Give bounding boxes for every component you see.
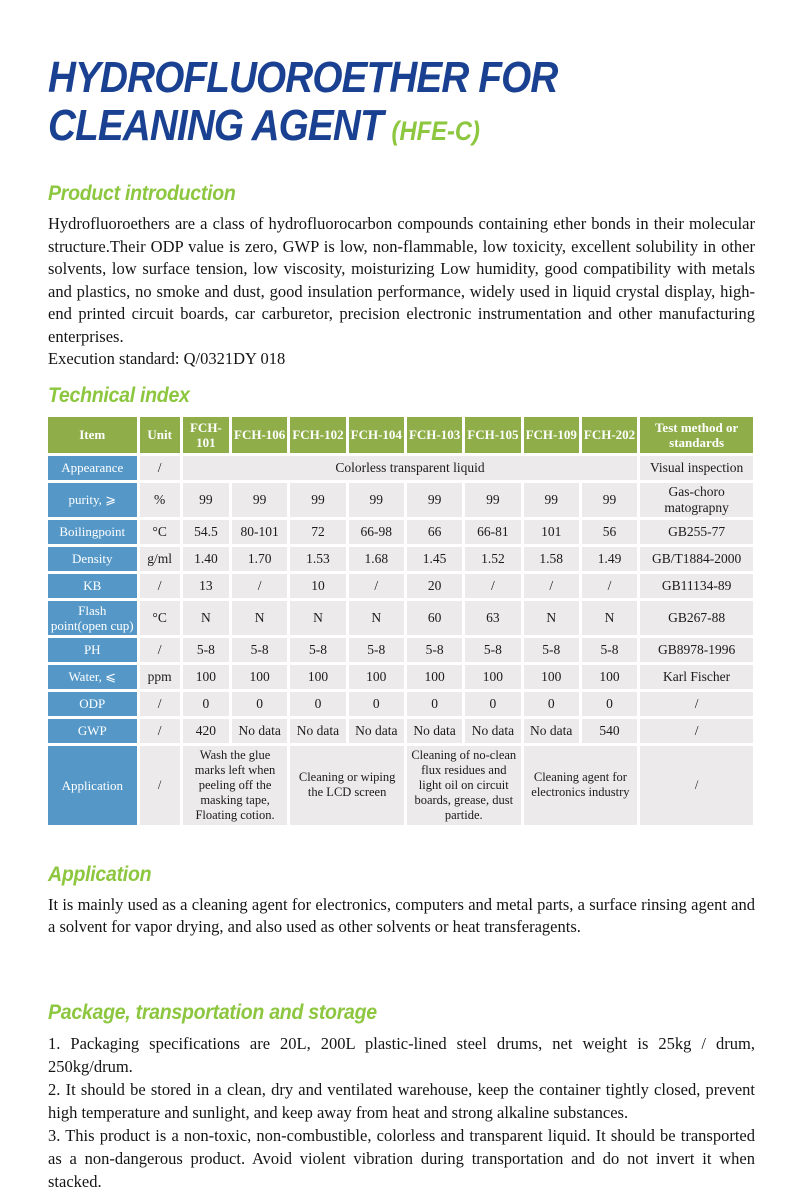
row-label-cell: Application: [48, 746, 137, 825]
table-cell: 63: [465, 601, 520, 635]
row-label-cell: purity, ⩾: [48, 483, 137, 517]
table-row: [48, 574, 753, 598]
table-cell: 66: [407, 520, 462, 544]
table-cell: 100: [232, 665, 287, 689]
table-cell: 5-8: [582, 638, 637, 662]
table-row: [48, 601, 753, 635]
table-header-fch-106: FCH-106: [232, 417, 287, 453]
table-cell: /: [140, 638, 180, 662]
table-cell: 0: [582, 692, 637, 716]
table-row: [48, 547, 753, 571]
table-cell: N: [232, 601, 287, 635]
table-row: [48, 746, 753, 825]
table-cell: N: [290, 601, 345, 635]
table-cell: 99: [232, 483, 287, 517]
row-label-cell: PH: [48, 638, 137, 662]
table-cell: No data: [465, 719, 520, 743]
row-label-cell: Water, ⩽: [48, 665, 137, 689]
table-cell: 1.40: [183, 547, 229, 571]
table-cell: 100: [524, 665, 579, 689]
table-cell: 0: [183, 692, 229, 716]
table-cell: 10: [290, 574, 345, 598]
table-cell: 99: [407, 483, 462, 517]
row-label-cell: Boilingpoint: [48, 520, 137, 544]
table-header-fch-109: FCH-109: [524, 417, 579, 453]
table-header-fch-202: FCH-202: [582, 417, 637, 453]
table-cell: 5-8: [232, 638, 287, 662]
product-introduction-paragraph: Hydrofluoroethers are a class of hydrofluorocarbon compounds containing ether bonds in their molecular structure.Their ODP value is zero, GWP is low, non-flammable, low toxicity, excellent solubility in other solvents, low surface tension, low viscosity, moisturizing Low humidity, good compatibility with metals and plastics, no smoke and dust, good insulation performance, widely used in liquid crystal display, high-end printed circuit boards, car carburetor, precision electronic instrumentation and other manufacturing enterprises.: [48, 214, 755, 346]
table-cell: 99: [349, 483, 404, 517]
table-header-row: [48, 417, 753, 453]
table-cell: /: [640, 692, 753, 716]
table-cell: 5-8: [465, 638, 520, 662]
table-cell: °C: [140, 520, 180, 544]
heading-product-introduction: Product introduction: [48, 182, 236, 205]
row-label-cell: Appearance: [48, 456, 137, 480]
table-cell: 0: [407, 692, 462, 716]
table-cell: 60: [407, 601, 462, 635]
table-cell: N: [524, 601, 579, 635]
table-cell: GB11134-89: [640, 574, 753, 598]
table-cell: 1.58: [524, 547, 579, 571]
table-cell: 99: [524, 483, 579, 517]
title-line-2: [48, 102, 670, 155]
table-cell: Visual inspection: [640, 456, 753, 480]
table-cell: 0: [349, 692, 404, 716]
table-cell: 56: [582, 520, 637, 544]
table-cell: 5-8: [407, 638, 462, 662]
table-cell: %: [140, 483, 180, 517]
table-header-fch-103: FCH-103: [407, 417, 462, 453]
package-item: 1. Packaging specifications are 20L, 200L plastic-lined steel drums, net weight is 25kg / drum, 250kg/drum.: [48, 1033, 755, 1076]
table-cell: 5-8: [524, 638, 579, 662]
row-label-cell: GWP: [48, 719, 137, 743]
table-cell: GB8978-1996: [640, 638, 753, 662]
package-item: 2. It should be stored in a clean, dry and ventilated warehouse, keep the container tightly closed, prevent high temperature and sunlight, and keep away from heat and strong alkaline substances.: [48, 1079, 755, 1122]
table-cell: 101: [524, 520, 579, 544]
table-cell: No data: [290, 719, 345, 743]
package-item: 3. This product is a non-toxic, non-combustible, colorless and transparent liquid. It should be transported as a non-dangerous product. Avoid violent vibration during transportation and do not invert it when stacked.: [48, 1125, 755, 1191]
table-cell: /: [582, 574, 637, 598]
title-suffix: (HFE-C): [391, 116, 480, 146]
table-cell: 54.5: [183, 520, 229, 544]
technical-index-table: [45, 414, 756, 828]
execution-standard-line: Execution standard: Q/0321DY 018: [48, 349, 286, 368]
table-cell: 72: [290, 520, 345, 544]
table-header-fch-101: FCH-101: [183, 417, 229, 453]
table-cell: /: [232, 574, 287, 598]
table-row: [48, 456, 753, 480]
table-cell: Cleaning or wiping the LCD screen: [290, 746, 404, 825]
table-cell: Colorless transparent liquid: [183, 456, 637, 480]
application-paragraph: It is mainly used as a cleaning agent for electronics, computers and metal parts, a surface rinsing agent and a solvent for vapor drying, and also used as other solvents or heat transferagents.: [48, 894, 755, 936]
table-cell: No data: [524, 719, 579, 743]
table-cell: /: [140, 719, 180, 743]
heading-application: Application: [48, 862, 152, 886]
table-cell: 100: [407, 665, 462, 689]
table-cell: 0: [290, 692, 345, 716]
table-cell: 1.70: [232, 547, 287, 571]
table-cell: Karl Fischer: [640, 665, 753, 689]
heading-package-transport-storage: Package, transportation and storage: [48, 1000, 377, 1024]
table-cell: 99: [582, 483, 637, 517]
table-cell: ppm: [140, 665, 180, 689]
row-label-cell: KB: [48, 574, 137, 598]
table-cell: /: [465, 574, 520, 598]
table-cell: 1.68: [349, 547, 404, 571]
table-cell: N: [582, 601, 637, 635]
table-cell: GB/T1884-2000: [640, 547, 753, 571]
table-cell: 1.53: [290, 547, 345, 571]
table-header-unit: Unit: [140, 417, 180, 453]
table-cell: °C: [140, 601, 180, 635]
table-cell: 100: [465, 665, 520, 689]
table-header-test-method-or-standards: Test method or standards: [640, 417, 753, 453]
package-list: [48, 1032, 755, 1193]
table-cell: 20: [407, 574, 462, 598]
table-cell: 540: [582, 719, 637, 743]
table-cell: /: [349, 574, 404, 598]
table-cell: No data: [232, 719, 287, 743]
table-cell: 1.49: [582, 547, 637, 571]
table-cell: GB267-88: [640, 601, 753, 635]
table-header-fch-102: FCH-102: [290, 417, 345, 453]
table-cell: /: [524, 574, 579, 598]
title-line-1: HYDROFLUOROETHER FOR: [48, 53, 558, 102]
table-cell: 66-98: [349, 520, 404, 544]
table-cell: 100: [349, 665, 404, 689]
table-cell: N: [183, 601, 229, 635]
table-header-fch-105: FCH-105: [465, 417, 520, 453]
table-cell: 99: [183, 483, 229, 517]
table-cell: 0: [524, 692, 579, 716]
table-cell: /: [140, 746, 180, 825]
table-cell: Cleaning of no-clean flux residues and light oil on circuit boards, grease, dust partide.: [407, 746, 521, 825]
table-cell: /: [640, 719, 753, 743]
table-row: [48, 665, 753, 689]
table-row: [48, 719, 753, 743]
table-cell: Wash the glue marks left when peeling off the masking tape, Floating cotion.: [183, 746, 288, 825]
table-cell: 100: [582, 665, 637, 689]
table-cell: Gas-choro matograpny: [640, 483, 753, 517]
table-header-item: Item: [48, 417, 137, 453]
table-cell: 5-8: [349, 638, 404, 662]
table-cell: No data: [349, 719, 404, 743]
document-page: [0, 54, 800, 1193]
table-cell: 5-8: [290, 638, 345, 662]
table-cell: /: [640, 746, 753, 825]
table-row: [48, 692, 753, 716]
row-label-cell: Flash point(open cup): [48, 601, 137, 635]
table-cell: No data: [407, 719, 462, 743]
table-cell: /: [140, 456, 180, 480]
table-cell: N: [349, 601, 404, 635]
table-cell: g/ml: [140, 547, 180, 571]
table-cell: 100: [183, 665, 229, 689]
table-cell: 5-8: [183, 638, 229, 662]
table-cell: 13: [183, 574, 229, 598]
table-cell: /: [140, 692, 180, 716]
table-cell: 99: [465, 483, 520, 517]
table-cell: /: [140, 574, 180, 598]
table-row: [48, 483, 753, 517]
title-line-2-text: CLEANING AGENT: [48, 101, 383, 150]
table-row: [48, 520, 753, 544]
table-cell: Cleaning agent for electronics industry: [524, 746, 638, 825]
row-label-cell: ODP: [48, 692, 137, 716]
heading-technical-index: Technical index: [48, 383, 190, 407]
table-cell: 80-101: [232, 520, 287, 544]
table-cell: 99: [290, 483, 345, 517]
table-cell: 66-81: [465, 520, 520, 544]
table-cell: 1.45: [407, 547, 462, 571]
table-cell: 420: [183, 719, 229, 743]
table-cell: 1.52: [465, 547, 520, 571]
table-header-fch-104: FCH-104: [349, 417, 404, 453]
table-cell: GB255-77: [640, 520, 753, 544]
row-label-cell: Density: [48, 547, 137, 571]
table-cell: 0: [465, 692, 520, 716]
table-cell: 0: [232, 692, 287, 716]
table-cell: 100: [290, 665, 345, 689]
page-title: [48, 54, 755, 155]
table-row: [48, 638, 753, 662]
